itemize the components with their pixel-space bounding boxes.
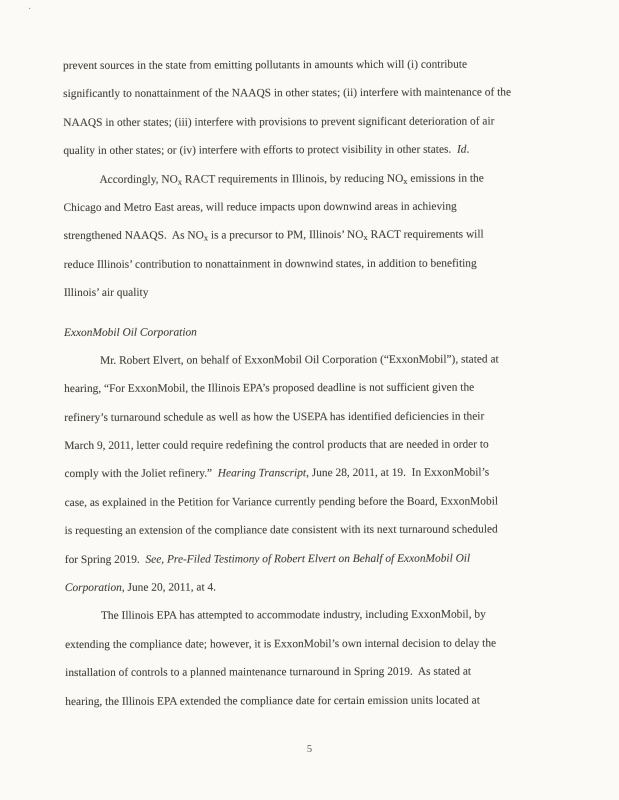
text-line bbox=[65, 657, 570, 687]
text-line bbox=[65, 572, 570, 602]
text-line bbox=[63, 107, 568, 137]
text-line bbox=[65, 515, 570, 545]
text-segment: Illinois’ air quality bbox=[63, 286, 149, 300]
text-segment: reduce Illinois’ contribution to nonattainment in downwind states, in addition to benefiting bbox=[63, 257, 477, 271]
text-segment: ExxonMobil Oil Corporation bbox=[63, 326, 197, 339]
text-segment: x bbox=[177, 176, 183, 187]
text-line bbox=[63, 79, 568, 109]
scan-artifact-mark: · bbox=[28, 4, 32, 15]
text-line bbox=[64, 249, 569, 279]
text-segment: significantly to nonattainment of the NAAQS in other states; (ii) interfere with maintenance of the bbox=[63, 86, 512, 101]
text-segment: strengthened NAAQS. As NO bbox=[63, 229, 204, 243]
text-segment: case, as explained in the Petition for Variance currently pending before the Board, ExxonMobil bbox=[64, 495, 499, 509]
text-segment: Hearing Transcript bbox=[217, 467, 307, 480]
text-line bbox=[64, 221, 569, 251]
text-segment: RACT requirements in Illinois, by reducing NO bbox=[182, 172, 404, 186]
page-number: 5 bbox=[306, 744, 313, 755]
text-segment: comply with the Joliet refinery.” bbox=[64, 467, 218, 481]
text-segment: installation of controls to a planned maintenance turnaround in Spring 2019. As stated at bbox=[65, 665, 472, 680]
document-text bbox=[63, 50, 570, 716]
text-segment: , June 28, 2011, at 19. In ExxonMobil’s bbox=[306, 466, 490, 480]
text-line bbox=[63, 164, 568, 194]
text-line bbox=[63, 50, 568, 80]
text-line bbox=[64, 402, 569, 432]
text-segment: Id bbox=[456, 143, 467, 156]
text-segment: See, Pre-Filed Testimony of Robert Elvert on Behalf of ExxonMobil Oil bbox=[145, 552, 471, 566]
text-segment: . bbox=[466, 143, 470, 156]
text-segment: extending the compliance date; however, it is ExxonMobil’s own internal decision to delay the bbox=[65, 637, 497, 651]
text-segment: prevent sources in the state from emitting pollutants in amounts which will (i) contribute bbox=[63, 58, 468, 72]
text-segment: is a precursor to PM, Illinois’ NO bbox=[208, 229, 364, 242]
section-heading bbox=[64, 317, 569, 347]
text-segment: RACT requirements will bbox=[367, 228, 484, 242]
text-segment: x bbox=[363, 232, 368, 243]
text-segment: hearing, “For ExxonMobil, the Illinois EPA’s proposed deadline is not sufficient given the bbox=[64, 381, 475, 396]
text-line bbox=[65, 544, 570, 574]
text-line bbox=[65, 601, 570, 631]
text-segment: refinery’s turnaround schedule as well as how the USEPA has identified deficiencies in their bbox=[64, 410, 485, 424]
text-segment: Accordingly, NO bbox=[99, 173, 178, 186]
text-segment: hearing, the Illinois EPA extended the compliance date for certain emission units located at bbox=[65, 694, 480, 708]
text-segment: Mr. Robert Elvert, on behalf of ExxonMobil Oil Corporation (“ExxonMobil”), stated at bbox=[100, 353, 499, 367]
text-segment: x bbox=[403, 175, 408, 186]
text-segment: The Illinois EPA has attempted to accommodate industry, including ExxonMobil, by bbox=[100, 608, 486, 623]
text-segment: NAAQS in other states; (iii) interfere with provisions to prevent significant deterioration of air bbox=[63, 115, 495, 129]
text-line bbox=[65, 487, 570, 517]
text-segment: x bbox=[203, 232, 209, 243]
text-segment: Corporation bbox=[64, 581, 122, 595]
text-line bbox=[65, 686, 570, 716]
text-segment: quality in other states; or (iv) interfere with efforts to protect visibility in other states. bbox=[63, 143, 457, 158]
text-line bbox=[64, 345, 569, 375]
text-segment: is requesting an extension of the compliance date consistent with its next turnaround scheduled bbox=[64, 523, 498, 538]
text-line bbox=[64, 277, 569, 307]
text-line bbox=[65, 629, 570, 659]
text-segment: March 9, 2011, letter could require redefining the control products that are needed in order to bbox=[64, 438, 489, 453]
text-segment: , June 20, 2011, at 4. bbox=[121, 581, 217, 594]
text-segment: Chicago and Metro East areas, will reduce impacts upon downwind areas in achieving bbox=[63, 200, 457, 214]
text-line bbox=[64, 374, 569, 404]
text-segment: for Spring 2019. bbox=[64, 553, 146, 566]
text-line bbox=[63, 135, 568, 165]
text-line bbox=[63, 192, 568, 222]
text-line bbox=[64, 459, 569, 489]
text-line bbox=[64, 430, 569, 460]
text-segment: emissions in the bbox=[407, 172, 484, 185]
